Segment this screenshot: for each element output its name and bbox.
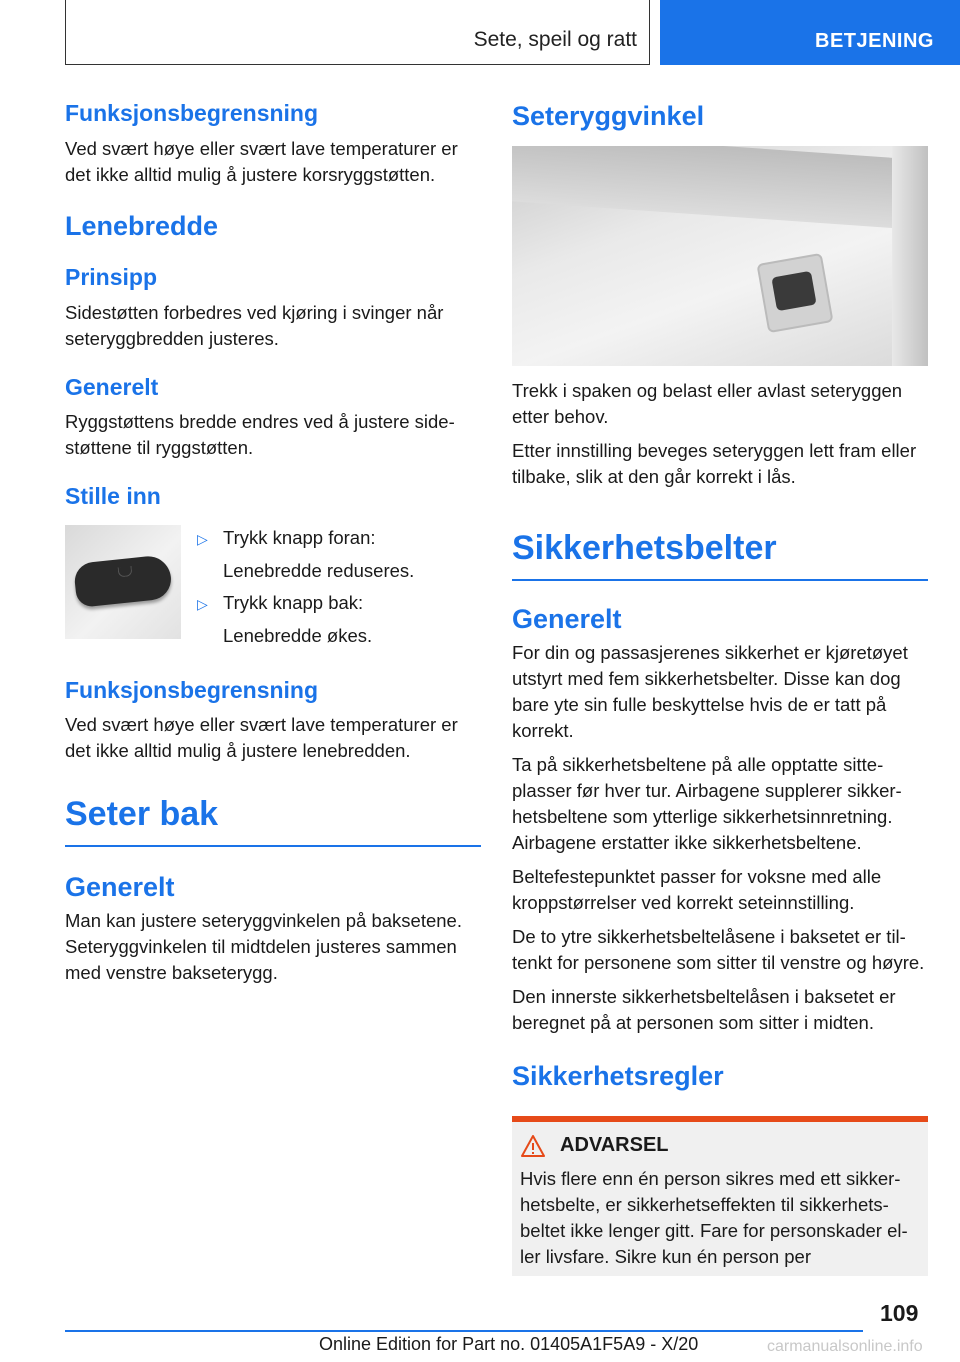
list-item-result: Lenebredde økes. [223,624,373,646]
sikkerhetsbelter-heading: Sikkerhetsbelter [512,528,928,581]
page-number: 109 [880,1300,919,1326]
seteryggvinkel-heading: Seteryggvinkel [512,101,705,131]
edition-text: Online Edition for Part no. 01405A1F5A9 - X/20 [319,1334,699,1354]
generelt-para-4: De to ytre sikkerhetsbeltelåsene i baksetet er tiltenkt for personene som sitter til venstre og høyre. [512,925,925,973]
seteryggvinkel-text-2: Etter innstilling beveges seteryggen lett fram eller tilbake, slik at den går korrekt i lås. [512,440,917,488]
watermark-text: carmanualsonline.info [767,1338,923,1355]
triangle-bullet-icon: ▷ [197,530,208,547]
funksjonsbegrensning-text-1: Ved svært høye eller svært lave temperaturer er det ikke alltid mulig å justere korsryggstøtten. [65,137,458,185]
funksjonsbegrensning-heading-1: Funksjonsbegrensning [65,100,319,126]
generelt-para-1: For din og passasjerenes sikkerhet er kjøretøyet utstyrt med fem sikkerhetsbelter. Disse kan dog bare yte sin fulle beskyttelse hvis de er tatt på korrekt. [512,641,908,741]
triangle-bullet-icon: ▷ [197,595,208,612]
funksjonsbegrensning-heading-2: Funksjonsbegrensning [65,676,319,703]
stille-inn-heading: Stille inn [65,483,161,510]
right-column [512,100,928,1276]
generelt-heading-3: Generelt [512,604,622,635]
funksjonsbegrensning-text-2: Ved svært høye eller svært lave temperaturer er det ikke alltid mulig å justere lenebredden. [65,714,458,762]
left-column [65,100,481,986]
generelt-heading-1: Generelt [65,373,159,400]
warning-box [512,1116,928,1276]
sikkerhetsregler-heading: Sikkerhetsregler [512,1060,724,1091]
warning-title: ADVARSEL [560,1134,669,1157]
generelt-text-1: Ryggstøttens bredde endres ved å justere sidestøttene til ryggstøtten. [65,411,455,459]
warning-text: Hvis flere enn én person sikres med ett sikkerhetsbelte, er sikkerhetseffekten til sikkerhetsbeltet ikke lenger gitt. Fare for personskader eller livsfare. Sikre kun én person per [520,1167,908,1267]
stille-inn-list [197,525,481,655]
generelt-para-3: Beltefestepunktet passer for voksne med alle kroppstørrelser ved korrekt seteinnstilling. [512,865,882,913]
prinsipp-text: Sidestøtten forbedres ved kjøring i svinger når seteryggbredden justeres. [65,301,444,349]
list-item-result: Lenebredde reduseres. [223,559,415,581]
header-section-box [65,0,650,65]
generelt-heading-2: Generelt [65,872,175,903]
warning-icon [520,1134,546,1158]
chapter-label: BETJENING [815,30,934,52]
lenebredde-button-image [65,525,181,639]
stille-inn-block [65,525,481,655]
seat-back-lever-image [512,146,928,366]
list-item: ▷ Trykk knapp bak: [197,590,481,617]
lenebredde-heading: Lenebredde [65,210,219,241]
generelt-text-2: Man kan justere seteryggvinkelen på baksetene. Seteryggvinkelen til midtdelen justeres sammen med venstre bakseterygg. [65,909,462,983]
prinsipp-heading: Prinsipp [65,263,158,290]
seteryggvinkel-text-1: Trekk i spaken og belast eller avlast seteryggen etter behov. [512,380,903,428]
generelt-para-2: Ta på sikkerhetsbeltene på alle opptatte sitteplasser før hver tur. Airbagene supplerer sikkerhetsbeltene som ytterlige sikkerhetsinnretning. Airbagene erstatter ikke sikkerhetsbeltene. [512,753,902,853]
warning-header [520,1134,920,1158]
section-title: Sete, speil og ratt [473,28,637,51]
list-item: ▷ Trykk knapp foran: [197,525,481,552]
footer-divider [65,1330,863,1332]
generelt-para-5: Den innerste sikkerhetsbeltelåsen i baksetet er beregnet på at personen som sitter i midten. [512,985,896,1033]
chapter-tab[interactable] [660,0,960,65]
seter-bak-heading: Seter bak [65,794,481,847]
